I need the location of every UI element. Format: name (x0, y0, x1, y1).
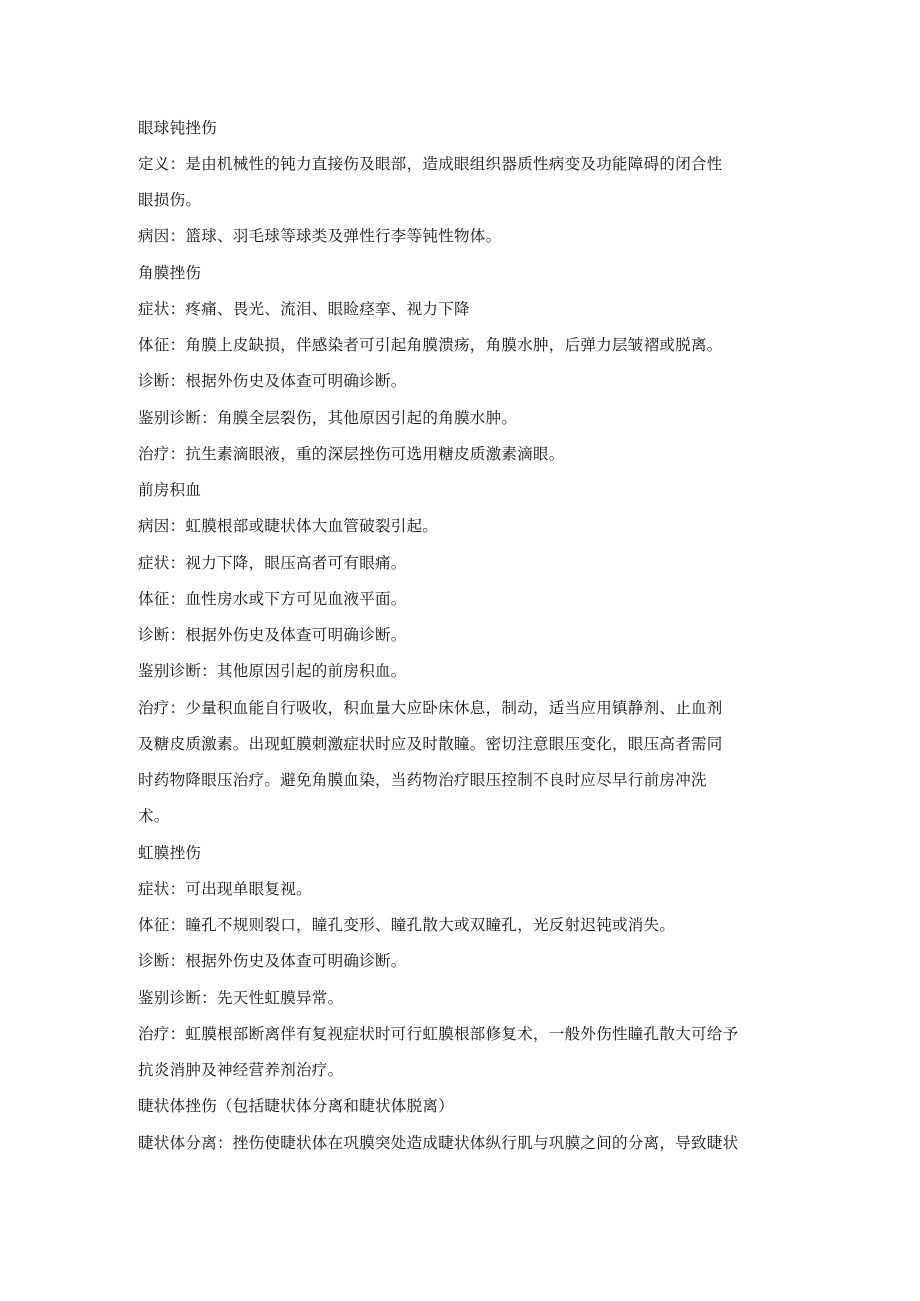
paragraph-line: 症状：视力下降，眼压高者可有眼痛。 (138, 554, 407, 572)
paragraph-line: 鉴别诊断：其他原因引起的前房积血。 (138, 662, 407, 680)
heading-blunt-ocular-trauma: 眼球钝挫伤 (138, 119, 218, 137)
paragraph-line: 体征：角膜上皮缺损，伴感染者可引起角膜溃疡，角膜水肿，后弹力层皱褶或脱离。 (138, 336, 723, 354)
paragraph-line: 体征：血性房水或下方可见血液平面。 (138, 590, 407, 608)
paragraph-line: 症状：疼痛、畏光、流泪、眼睑痉挛、视力下降 (138, 300, 470, 318)
paragraph-line: 及糖皮质激素。出现虹膜刺激症状时应及时散瞳。密切注意眼压变化，眼压高者需同 (138, 735, 723, 753)
paragraph-line: 症状：可出现单眼复视。 (138, 880, 312, 898)
paragraph-line: 术。 (138, 807, 170, 825)
paragraph-line: 病因：虹膜根部或睫状体大血管破裂引起。 (138, 517, 439, 535)
paragraph-line: 治疗：虹膜根部断离伴有复视症状时可行虹膜根部修复术，一般外伤性瞳孔散大可给予 (138, 1025, 739, 1043)
paragraph-line: 诊断：根据外伤史及体查可明确诊断。 (138, 952, 407, 970)
paragraph-line: 诊断：根据外伤史及体查可明确诊断。 (138, 372, 407, 390)
paragraph-line: 鉴别诊断：先天性虹膜异常。 (138, 989, 344, 1007)
paragraph-line: 眼损伤。 (138, 191, 202, 209)
heading-iris-contusion: 虹膜挫伤 (138, 844, 202, 862)
paragraph-line: 治疗：少量积血能自行吸收，积血量大应卧床休息，制动，适当应用镇静剂、止血剂 (138, 699, 723, 717)
paragraph-line: 抗炎消肿及神经营养剂治疗。 (138, 1061, 344, 1079)
paragraph-line: 诊断：根据外伤史及体查可明确诊断。 (138, 626, 407, 644)
paragraph-line: 鉴别诊断：角膜全层裂伤，其他原因引起的角膜水肿。 (138, 409, 518, 427)
heading-hyphema: 前房积血 (138, 481, 202, 499)
paragraph-line: 时药物降眼压治疗。避免角膜血染，当药物治疗眼压控制不良时应尽早行前房冲洗 (138, 771, 707, 789)
heading-corneal-contusion: 角膜挫伤 (138, 264, 202, 282)
heading-ciliary-body-contusion: 睫状体挫伤（包括睫状体分离和睫状体脱离） (138, 1097, 455, 1115)
paragraph-line: 定义：是由机械性的钝力直接伤及眼部，造成眼组织器质性病变及功能障碍的闭合性 (138, 155, 723, 173)
paragraph-line: 治疗：抗生素滴眼液，重的深层挫伤可选用糖皮质激素滴眼。 (138, 445, 565, 463)
paragraph-line: 睫状体分离：挫伤使睫状体在巩膜突处造成睫状体纵行肌与巩膜之间的分离，导致睫状 (138, 1134, 739, 1152)
paragraph-line: 病因：篮球、羽毛球等球类及弹性行李等钝性物体。 (138, 227, 502, 245)
paragraph-line: 体征：瞳孔不规则裂口，瞳孔变形、瞳孔散大或双瞳孔，光反射迟钝或消失。 (138, 916, 676, 934)
